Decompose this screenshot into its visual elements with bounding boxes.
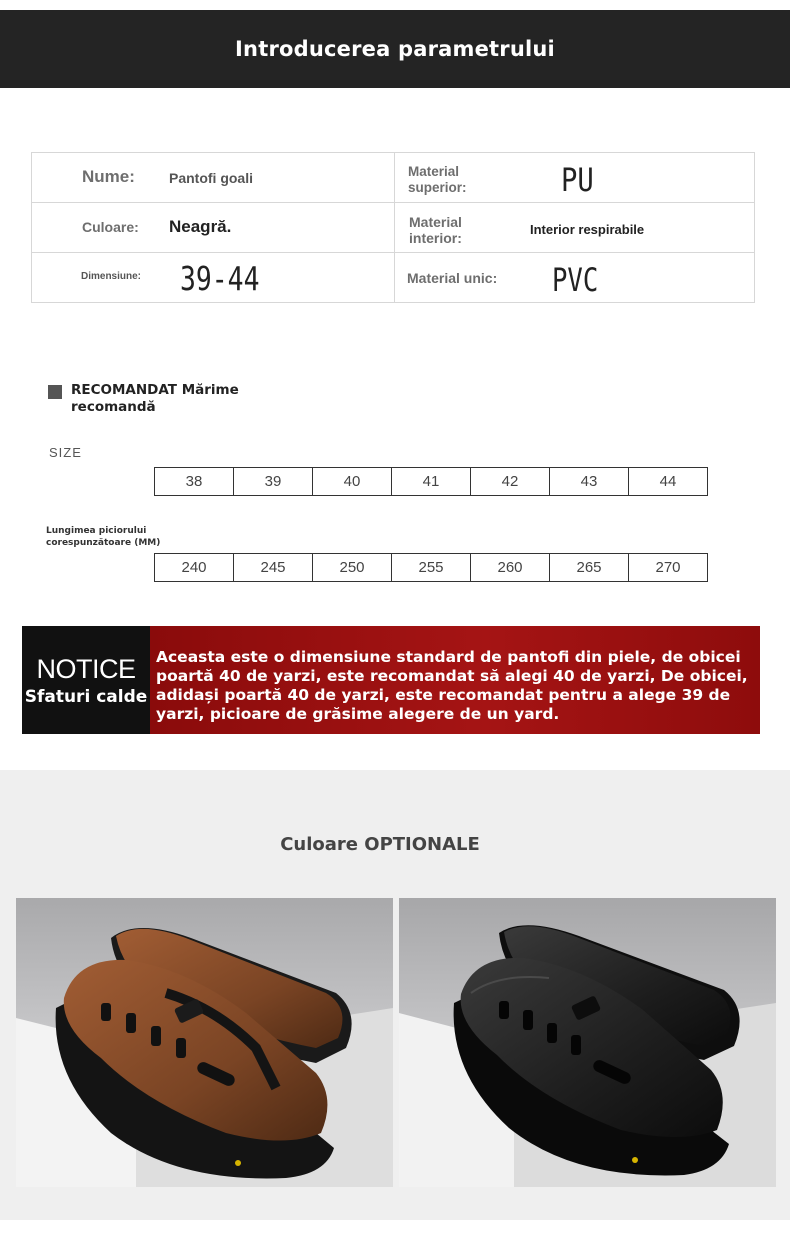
foot-length-label: Lungimea piciorului corespunzătoare (MM) (46, 526, 161, 548)
upper-material-value: PU (561, 161, 594, 199)
param-cell (32, 253, 395, 303)
parameters-table (31, 152, 755, 303)
length-cell: 250 (312, 553, 392, 582)
name-value: Pantofi goali (169, 170, 253, 186)
size-cell: 38 (154, 467, 234, 496)
page-header (0, 10, 790, 88)
param-cell (32, 203, 395, 253)
page-title: Introducerea parametrului (235, 37, 555, 61)
upper-material-label: Material superior: (408, 164, 467, 195)
notice-heading: NOTICE (36, 653, 136, 684)
length-cell: 270 (628, 553, 708, 582)
size-cell: 43 (549, 467, 629, 496)
interior-material-label: Material interior: (409, 214, 462, 246)
length-cell: 255 (391, 553, 471, 582)
notice-subheading: Sfaturi calde (24, 686, 148, 707)
size-recommendation-title: RECOMANDAT Mărime recomandă (71, 382, 239, 415)
param-row (32, 203, 755, 253)
notice-text: Aceasta este o dimensiune standard de pantofi din piele, de obicei poartă 40 de yarzi, este recomandat să alegi 40 de yarzi, De obicei, adidași poartă 40 de yarzi, este recomandat pentru a alege 39 de yarzi, picioare de grăsime alegere de un yard. (150, 626, 760, 734)
notice-badge (22, 626, 150, 734)
length-cell: 265 (549, 553, 629, 582)
param-row (32, 153, 755, 203)
size-cell: 40 (312, 467, 392, 496)
square-bullet-icon (48, 385, 62, 399)
sole-material-label: Material unic: (407, 270, 498, 286)
color-value: Neagră. (169, 217, 232, 236)
foot-length-row (154, 553, 708, 582)
size-cell: 39 (233, 467, 313, 496)
size-cell: 44 (628, 467, 708, 496)
size-value: 39-44 (180, 259, 260, 298)
size-cell: 42 (470, 467, 550, 496)
size-recommendation-heading (48, 382, 261, 416)
length-cell: 260 (470, 553, 550, 582)
param-row (32, 253, 755, 303)
notice-banner (22, 626, 760, 734)
param-cell (32, 153, 395, 203)
brown-shoe-image (16, 898, 393, 1187)
color-options-title: Culoare OPTIONALE (280, 834, 480, 855)
black-shoe-image (399, 898, 776, 1187)
sole-material-value: PVC (552, 261, 599, 299)
color-label: Culoare: (82, 219, 139, 235)
interior-material-value: Interior respirabile (530, 222, 645, 237)
param-cell (395, 153, 755, 203)
length-cell: 245 (233, 553, 313, 582)
size-row-label: SIZE (49, 445, 82, 460)
param-cell (395, 203, 755, 253)
name-label: Nume: (82, 167, 135, 186)
length-cell: 240 (154, 553, 234, 582)
size-cell: 41 (391, 467, 471, 496)
size-row (154, 467, 708, 496)
param-cell (395, 253, 755, 303)
size-label: Dimensiune: (81, 271, 142, 282)
